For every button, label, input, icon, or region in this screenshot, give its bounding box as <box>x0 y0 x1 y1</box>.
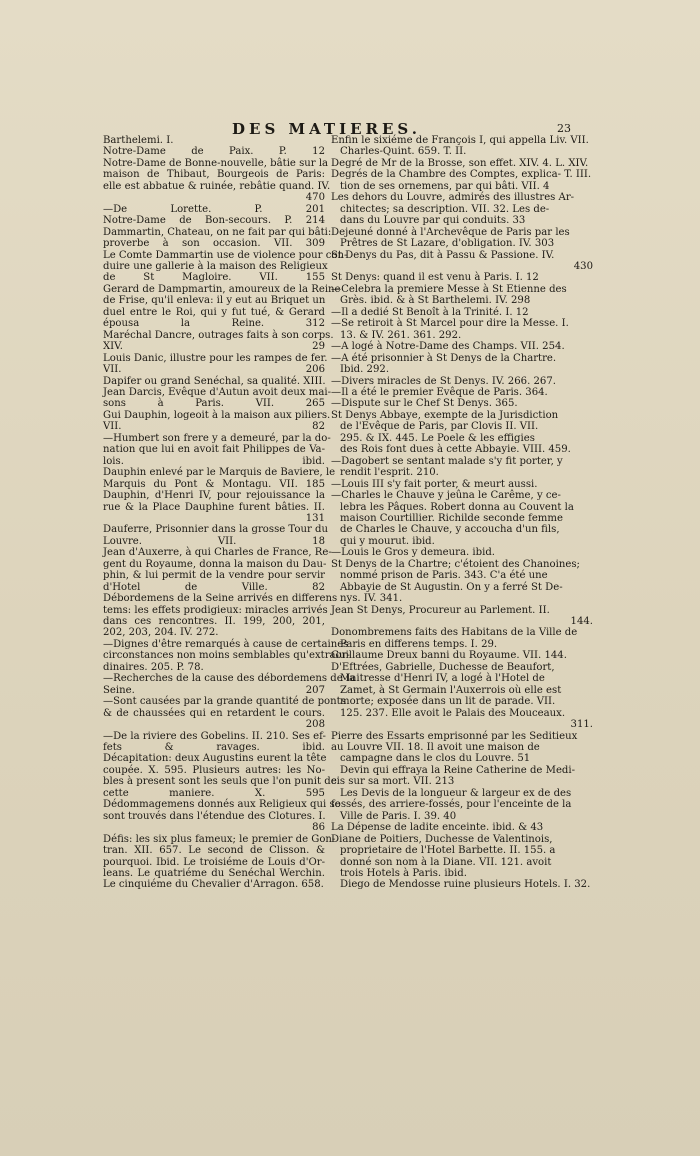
index-line: gent du Royaume, donna la maison du Dau- <box>103 558 327 570</box>
index-line: tran. XII. 657. Le second de Clisson. & <box>103 845 325 857</box>
index-line: Les Devis de la longueur & largeur ex de des <box>340 787 572 799</box>
index-line: Devin qui effraya la Reine Catherine de Medi- <box>340 764 576 776</box>
index-line: Seine. 207 <box>103 684 325 696</box>
index-line: duire une gallerie à la maison des Religieux <box>103 260 328 272</box>
index-line: sont trouvés dans l'étendue des Clotures. I. <box>103 810 326 822</box>
index-line: 131 <box>305 512 325 524</box>
index-line: —Sont causées par la grande quantité de ponts <box>103 696 346 708</box>
index-line: elle est abbatue & ruinée, rebâtie quand. IV. <box>103 180 331 192</box>
index-line: VII. 206 <box>103 364 325 376</box>
index-line: —Dispute sur le Chef St Denys. 365. <box>331 398 518 410</box>
index-line: de Charles le Chauve, y accoucha d'un fils, <box>340 524 560 536</box>
index-line: Louis Danic, illustre pour les rampes de fer. <box>103 352 328 364</box>
index-line: Le cinquiéme du Chevalier d'Arragon. 658. <box>103 879 324 891</box>
index-line: tems: les effets prodigieux: miracles arrivés <box>103 604 328 616</box>
index-line: 86 <box>312 822 325 834</box>
index-line: —Il a dedié St Benoît à la Trinité. I. 12 <box>331 306 529 318</box>
index-line: 13. & IV. 261. 361. 292. <box>340 329 462 341</box>
index-line: Abbayie de St Augustin. On y a ferré St De- <box>340 581 563 593</box>
index-line: —Se retiroit à St Marcel pour dire la Messe. I. <box>331 318 569 330</box>
index-line: Barthelemi. I. <box>103 135 174 146</box>
index-line: —A été prisonnier à St Denys de la Chartre. <box>331 352 557 364</box>
index-line: VII. 82 <box>103 421 325 433</box>
index-line: rendit l'esprit. 210. <box>340 467 439 479</box>
index-line: Diane de Poitiers, Duchesse de Valentinois, <box>331 833 553 845</box>
index-line: dans ces rencontres. II. 199, 200, 201, <box>103 616 325 628</box>
index-line: XIV. 29 <box>103 341 325 353</box>
index-line: —Recherches de la cause des débordemens de la <box>103 673 356 685</box>
index-line: —De la riviere des Gobelins. II. 210. Ses ef- <box>103 730 326 742</box>
index-line: 144. <box>570 616 593 628</box>
index-line: 311. <box>570 719 593 731</box>
index-line: 470 <box>305 192 325 204</box>
index-line: morte; exposée dans un lit de parade. VII. <box>340 696 556 708</box>
index-column-left <box>103 135 356 891</box>
index-line: campagne dans le clos du Louvre. 51 <box>340 753 531 765</box>
index-line: pourquoi. Ibid. Le troisiéme de Louis d'Or- <box>103 856 325 868</box>
index-line: de Frise, qu'il enleva: il y eut au Briquet un <box>103 295 326 307</box>
index-line: nommé prison de Paris. 343. C'a été une <box>340 570 548 582</box>
index-line: circonstances non moins semblables qu'extraor- <box>103 650 350 662</box>
index-line: phin, & lui permit de la vendre pour servir <box>103 570 325 582</box>
index-line: fets & ravages. ibid. <box>103 742 325 754</box>
index-line: Maréchal Dancre, outrages faits à son corps. <box>103 329 334 341</box>
index-line: Ibid. 292. <box>340 364 390 376</box>
index-line: Notre-Dame de Paix. P. 12 <box>103 146 325 158</box>
index-line: rue & la Place Dauphine furent bâties. II. <box>103 501 325 513</box>
index-line: au Louvre VII. 18. Il avoit une maison de <box>331 742 540 754</box>
index-line: Maitresse d'Henri IV, a logé à l'Hotel de <box>340 673 545 685</box>
index-line: Charles-Quint. 659. T. II. <box>340 146 467 158</box>
index-line: Notre-Dame de Bon-secours. P. 214 <box>103 215 325 227</box>
index-line: leans. Le quatriéme du Senéchal Werchin. <box>103 868 325 879</box>
index-line: épousa la Reine. 312 <box>103 318 325 330</box>
index-line: 202, 203, 204. IV. 272. <box>103 627 219 639</box>
index-column-right <box>331 135 593 891</box>
index-line: 295. & IX. 445. Le Poele & les effigies <box>340 432 535 444</box>
index-line: dinaires. 205. P. 78. <box>103 661 204 673</box>
index-line: dans du Louvre par qui conduits. 33 <box>340 215 526 227</box>
index-line: Paris en differens temps. I. 29. <box>340 638 498 650</box>
index-line: —A logé à Notre-Dame des Champs. VII. 254. <box>331 341 565 353</box>
index-line: chitectes; sa description. VII. 32. Les de- <box>340 203 550 215</box>
index-line: Louvre. VII. 18 <box>103 535 325 547</box>
index-line: cette maniere. X. 595 <box>103 787 325 799</box>
index-line: —Il a été le premier Evêque de Paris. 364. <box>331 386 548 398</box>
index-line: —Louis le Gros y demeura. ibid. <box>331 547 495 559</box>
index-line: Défis: les six plus fameux; le premier de Gon- <box>103 833 336 845</box>
index-line: proprietaire de l'Hotel Barbette. II. 155. a <box>340 845 556 857</box>
index-line: nys. IV. 341. <box>340 593 403 605</box>
index-line: cis sur sa mort. VII. 213 <box>331 776 455 788</box>
index-line: Jean St Denys, Procureur au Parlement. II. <box>331 604 550 616</box>
index-line: Dédommagemens donnés aux Religieux qui se <box>103 799 341 811</box>
index-line: fossés, des arriere-fossés, pour l'enceinte de la <box>331 799 572 811</box>
index-line: St Denys: quand il est venu à Paris. I. 12 <box>331 272 539 284</box>
page-number: 23 <box>557 122 571 135</box>
index-line: Grès. ibid. & à St Barthelemi. IV. 298 <box>340 295 531 307</box>
index-line: Dauphin enlevé par le Marquis de Baviere, le <box>103 467 336 479</box>
index-line: d'Hotel de Ville. 82 <box>103 581 325 593</box>
index-line: St Denys du Pas, dit à Passu & Passione. IV. <box>331 249 555 261</box>
index-line: Enfin le sixiéme de François I, qui appella Liv. VII. <box>331 135 589 146</box>
index-line: D'Eftrées, Gabrielle, Duchesse de Beaufort, <box>331 661 555 673</box>
index-line: Gui Dauphin, logeoit à la maison aux piliers. <box>103 409 331 421</box>
index-line: St Denys de la Chartre; c'étoient des Chanoines; <box>331 558 580 570</box>
index-line: Gerard de Dampmartin, amoureux de la Reine <box>103 283 341 295</box>
index-line: La Dépense de ladite enceinte. ibid. & 43 <box>331 822 544 834</box>
index-line: donné son nom à la Diane. VII. 121. avoit <box>340 856 552 868</box>
index-line: proverbe à son occasion. VII. 309 <box>103 238 325 250</box>
index-line: Degrés de la Chambre des Comptes, explica- T. III. <box>331 169 592 181</box>
index-line: —Humbert son frere y a demeuré, par la do- <box>103 432 331 444</box>
index-line: Zamet, à St Germain l'Auxerrois où elle est <box>340 684 562 696</box>
index-line: 125. 237. Elle avoit le Palais des Mouceaux. <box>340 707 566 719</box>
index-line: —Charles le Chauve y jeûna le Carême, y ce- <box>331 490 561 502</box>
index-line: Guillaume Dreux banni du Royaume. VII. 144. <box>331 650 567 662</box>
index-line: lois. ibid. <box>103 455 325 467</box>
index-line: trois Hotels à Paris. ibid. <box>340 868 467 879</box>
index-line: St Denys Abbaye, exempte de la Jurisdiction <box>331 409 559 421</box>
index-line: maison de Thibaut, Bourgeois de Paris: <box>103 169 325 181</box>
index-line: Les dehors du Louvre, admirés des illustres Ar- <box>331 192 575 204</box>
index-line: Prêtres de St Lazare, d'obligation. IV. 303 <box>340 238 555 250</box>
index-line: sons à Paris. VII. 265 <box>103 398 325 410</box>
index-line: & de chaussées qui en retardent le cours. <box>103 707 325 719</box>
index-line: nation que lui en avoit fait Philippes de Va- <box>103 444 325 456</box>
index-line: —Dagobert se sentant malade s'y fit porter, y <box>331 455 563 467</box>
index-line: coupée. X. 595. Plusieurs autres: les No- <box>103 764 325 776</box>
index-line: tion de ses ornemens, par qui bâti. VII. 4 <box>340 180 550 192</box>
index-line: —De Lorette. P. 201 <box>103 203 325 215</box>
index-line: —Dignes d'être remarqués à cause de certaines <box>103 638 349 650</box>
index-line: Pierre des Essarts emprisonné par les Seditieux <box>331 730 578 742</box>
index-line: 208 <box>305 719 325 731</box>
index-line: Dejeuné donné à l'Archevêque de Paris par les <box>331 226 570 238</box>
index-line: de l'Evêque de Paris, par Clovis II. VII. <box>340 421 539 433</box>
index-line: —Divers miracles de St Denys. IV. 266. 267. <box>331 375 556 387</box>
index-line: de St Magloire. VII. 155 <box>103 272 325 284</box>
index-line: Dauferre, Prisonnier dans la grosse Tour du <box>103 524 328 536</box>
index-line: Degré de Mr de la Brosse, son effet. XIV. 4. L. XIV. <box>331 157 589 169</box>
index-line: lebra les Pâques. Robert donna au Couvent la <box>340 501 574 513</box>
index-line: Décapitation: deux Augustins eurent la tête <box>103 753 327 765</box>
index-line: qui y mourut. ibid. <box>340 535 435 547</box>
index-line: Dammartin, Chateau, on ne fait par qui bâti: <box>103 226 332 238</box>
index-line: Le Comte Dammartin use de violence pour con- <box>103 249 348 261</box>
index-line: —Louis III s'y fait porter, & meurt aussi. <box>331 478 538 490</box>
index-line: 430 <box>573 260 593 272</box>
index-line: Ville de Paris. I. 39. 40 <box>340 810 457 822</box>
index-line: Dapifer ou grand Senéchal, sa qualité. XIII. <box>103 375 326 387</box>
index-line: duel entre le Roi, qui y fut tué, & Gerard <box>103 306 325 318</box>
running-title: DES MATIERES. <box>232 120 421 138</box>
index-line: Diego de Mendosse ruine plusieurs Hotels. I. 32. <box>340 879 591 891</box>
index-line: Notre-Dame de Bonne-nouvelle, bâtie sur la <box>103 157 329 169</box>
index-line: Marquis du Pont & Montagu. VII. 185 <box>103 478 325 490</box>
index-line: Donombremens faits des Habitans de la Ville de <box>331 627 578 639</box>
index-line: Dauphin, d'Henri IV, pour rejouissance la <box>103 490 325 502</box>
index-line: Jean d'Auxerre, à qui Charles de France, Re- <box>103 547 332 559</box>
index-line: Jean Darcis, Evêque d'Autun avoit deux mai- <box>103 386 331 398</box>
index-line: —Celebra la premiere Messe à St Etienne des <box>331 283 567 295</box>
index-line: Débordemens de la Seine arrivés en differens <box>103 593 338 605</box>
index-line: bles à present sont les seuls que l'on punit de <box>103 776 337 788</box>
index-line: maison Courtillier. Richilde seconde femme <box>340 512 563 524</box>
index-line: des Rois font dues à cette Abbayie. VIII. 459. <box>340 444 571 456</box>
